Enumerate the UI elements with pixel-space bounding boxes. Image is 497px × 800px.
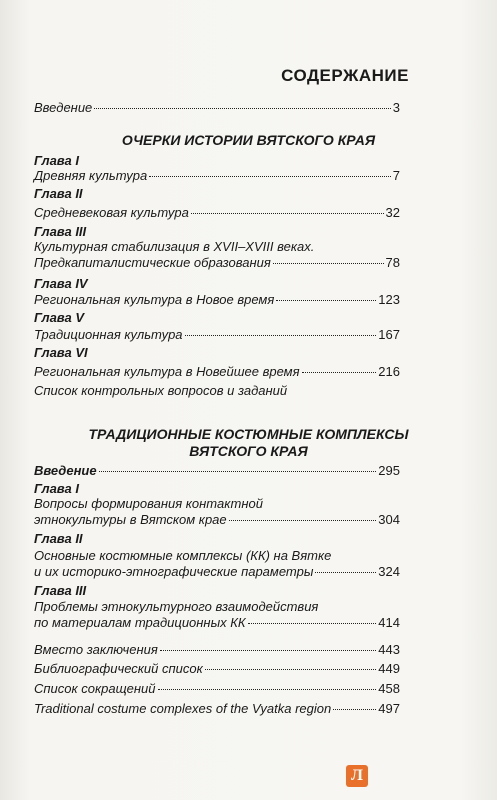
toc-entry-label: Проблемы этнокультурного взаимодействия <box>34 599 319 614</box>
toc-entry <box>34 168 400 184</box>
toc-entry <box>34 364 400 380</box>
toc-entry <box>34 205 400 221</box>
toc-entry <box>34 292 400 308</box>
chapter-heading: Глава III <box>34 583 87 598</box>
leader-dots <box>302 372 377 373</box>
leader-dots <box>273 263 384 264</box>
chapter-heading: Глава III <box>34 224 87 239</box>
leader-dots <box>185 335 377 336</box>
leader-dots <box>99 471 377 472</box>
toc-entry-label: Введение <box>34 100 93 115</box>
toc-entry-intro <box>34 100 400 116</box>
toc-page-number: 497 <box>378 701 400 716</box>
toc-page-number: 123 <box>378 292 400 307</box>
toc-entry-label: Введение <box>34 463 97 478</box>
toc-entry-label: Список сокращений <box>34 681 156 696</box>
toc-page-number: 32 <box>385 205 400 220</box>
toc-entry-questions <box>34 383 400 399</box>
toc-entry-label: Предкапиталистические образования <box>34 255 271 270</box>
leader-dots <box>191 213 384 214</box>
chapter-heading: Глава I <box>34 153 79 168</box>
leader-dots <box>315 572 376 573</box>
chapter-heading: Глава I <box>34 481 79 496</box>
section-title-costume-line1: ТРАДИЦИОННЫЕ КОСТЮМНЫЕ КОМПЛЕКСЫ <box>88 426 409 442</box>
toc-page-number: 443 <box>378 642 400 657</box>
toc-entry-label: Вопросы формирования контактной <box>34 496 263 511</box>
toc-entry <box>34 661 400 677</box>
toc-entry-label: Традиционная культура <box>34 327 183 342</box>
toc-entry-label: Список контрольных вопросов и заданий <box>34 383 288 398</box>
toc-page-number: 449 <box>378 661 400 676</box>
toc-page-number: 324 <box>378 564 400 579</box>
chapter-heading: Глава V <box>34 310 84 325</box>
toc-entry-label: Культурная стабилизация в XVII–XVIII веках. <box>34 239 315 254</box>
toc-entry-label: Древняя культура <box>34 168 148 183</box>
toc-page-number: 3 <box>392 100 400 115</box>
toc-page-number: 167 <box>378 327 400 342</box>
section-title-history: ОЧЕРКИ ИСТОРИИ ВЯТСКОГО КРАЯ <box>121 132 376 148</box>
toc-entry <box>34 327 400 343</box>
toc-page-number: 78 <box>385 255 400 270</box>
leader-dots <box>205 669 377 670</box>
toc-entry <box>34 599 400 631</box>
section-title-costume-line2: ВЯТСКОГО КРАЯ <box>189 443 308 459</box>
toc-page-number: 304 <box>378 512 400 527</box>
leader-dots <box>149 176 391 177</box>
toc-entry <box>34 496 400 528</box>
toc-entry-label: Traditional costume complexes of the Vyatka region <box>34 701 332 716</box>
chapter-heading: Глава II <box>34 186 83 201</box>
toc-entry-label: Региональная культура в Новейшее время <box>34 364 300 379</box>
toc-entry-label: Вместо заключения <box>34 642 158 657</box>
toc-entry <box>34 701 400 717</box>
leader-dots <box>94 108 390 109</box>
chapter-heading: Глава IV <box>34 276 88 291</box>
leader-dots <box>276 300 376 301</box>
toc-entry-label: и их историко-этнографические параметры <box>34 564 314 579</box>
toc-entry-label: этнокультуры в Вятском крае <box>34 512 227 527</box>
toc-entry <box>34 681 400 697</box>
labirint-logo-icon: Л <box>346 765 368 787</box>
page-title: СОДЕРЖАНИЕ <box>281 66 409 85</box>
leader-dots <box>158 689 377 690</box>
toc-entry-intro-2 <box>34 463 400 479</box>
toc-entry-label: по материалам традиционных КК <box>34 615 246 630</box>
toc-page-number: 7 <box>392 168 400 183</box>
leader-dots <box>248 623 377 624</box>
toc-page-number: 295 <box>378 463 400 478</box>
toc-entry-label: Региональная культура в Новое время <box>34 292 275 307</box>
leader-dots <box>229 520 377 521</box>
toc-entry-label: Библиографический список <box>34 661 203 676</box>
toc-entry-label: Основные костюмные комплексы (КК) на Вятке <box>34 548 332 563</box>
toc-entry <box>34 548 400 580</box>
toc-entry <box>34 642 400 658</box>
toc-entry-label: Средневековая культура <box>34 205 189 220</box>
chapter-heading: Глава VI <box>34 345 88 360</box>
toc-page-number: 216 <box>378 364 400 379</box>
chapter-heading: Глава II <box>34 531 83 546</box>
toc-page-number: 458 <box>378 681 400 696</box>
toc-entry <box>34 239 400 271</box>
toc-page-number: 414 <box>378 615 400 630</box>
leader-dots <box>333 709 376 710</box>
leader-dots <box>160 650 377 651</box>
